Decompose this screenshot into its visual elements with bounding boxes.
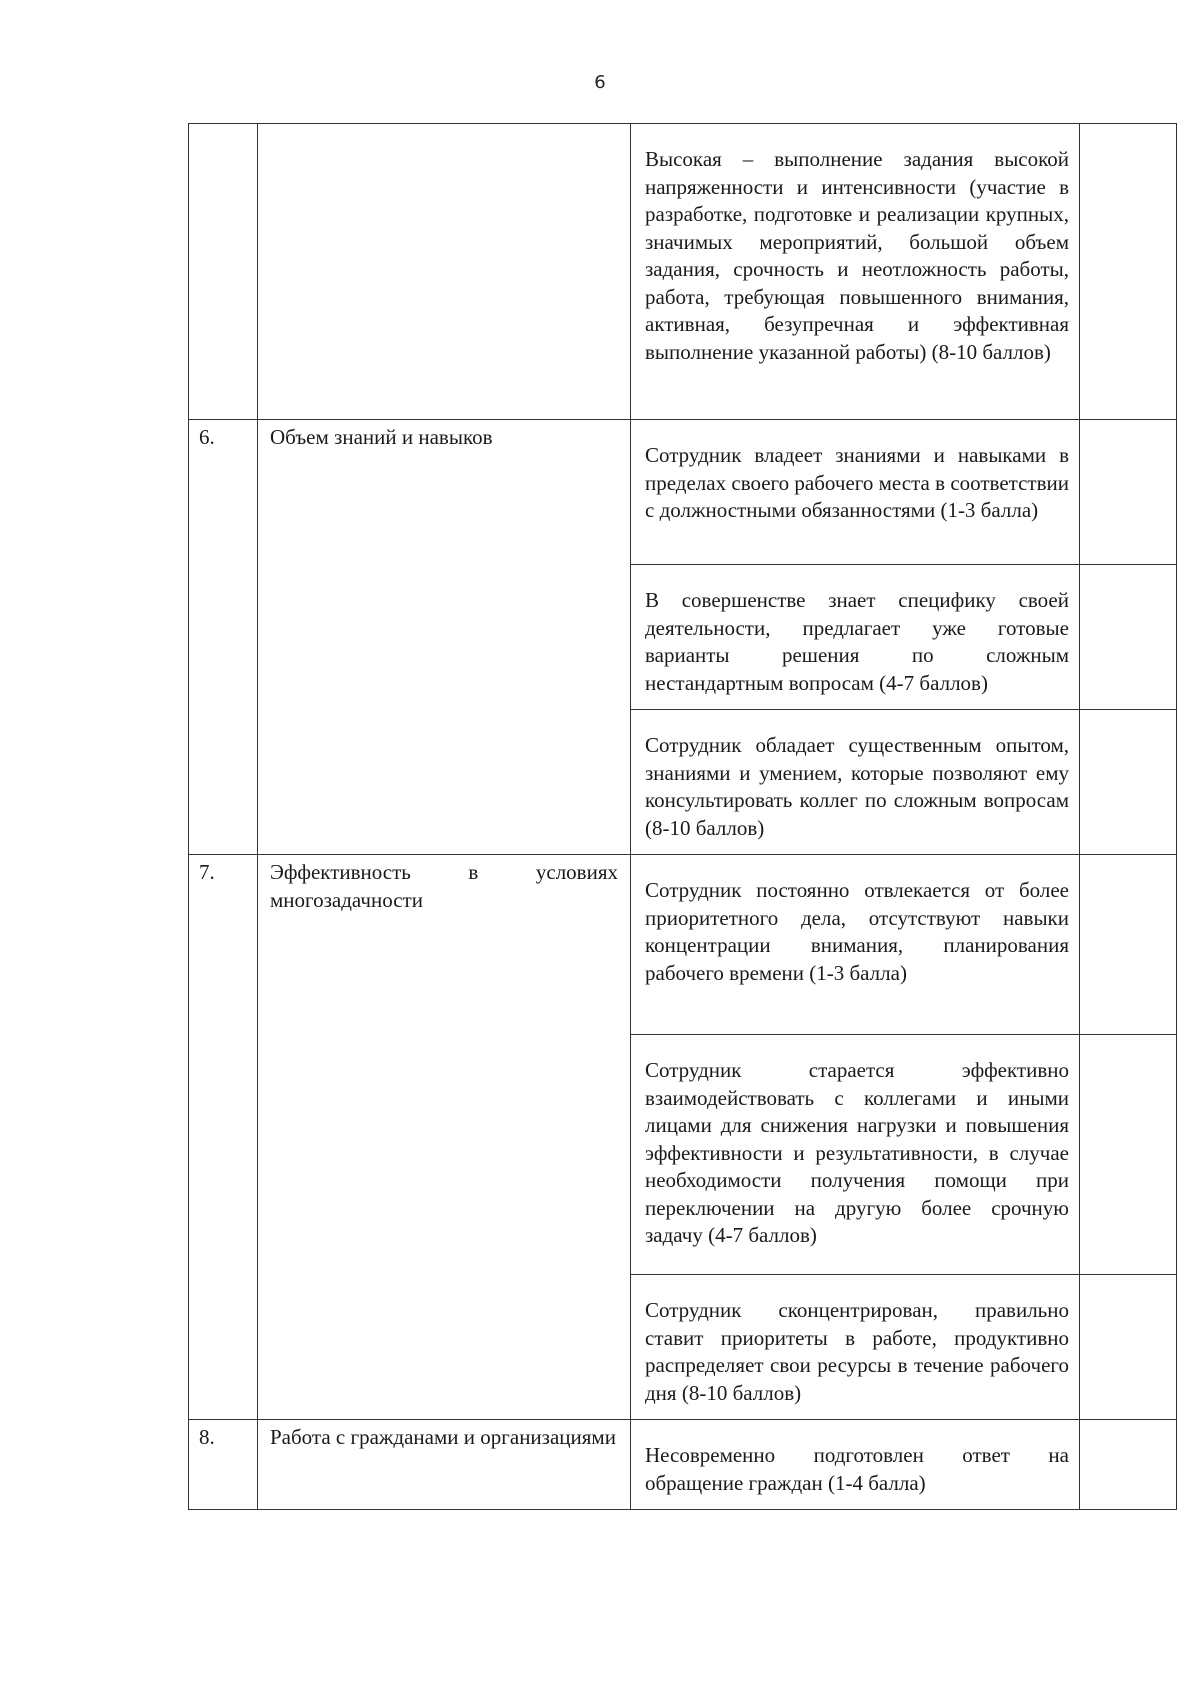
score-cell [1080, 124, 1177, 420]
criterion-level-description: Сотрудник старается эффективно взаимодействовать с коллегами и иными лицами для снижения нагрузки и повышения эффективности и результативности, в случае необходимости получения помощи при переключении на другую более срочную задачу (4-7 баллов) [631, 1035, 1080, 1275]
criterion-name: Объем знаний и навыков [258, 420, 631, 855]
table-row [189, 420, 1177, 565]
score-cell [1080, 855, 1177, 1035]
criterion-level-description: Сотрудник постоянно отвлекается от более приоритетного дела, отсутствуют навыки концентрации внимания, планирования рабочего времени (1-3 балла) [631, 855, 1080, 1035]
table-row [189, 855, 1177, 1035]
row-number: 7. [189, 855, 258, 1420]
criterion-level-description: В совершенстве знает специфику своей деятельности, предлагает уже готовые варианты решения по сложным нестандартным вопросам (4-7 баллов) [631, 565, 1080, 710]
criterion-level-description: Несовременно подготовлен ответ на обращение граждан (1-4 балла) [631, 1420, 1080, 1510]
criterion-level-description: Сотрудник обладает существенным опытом, знаниями и умением, которые позволяют ему консультировать коллег по сложным вопросам (8-10 баллов) [631, 710, 1080, 855]
score-cell [1080, 565, 1177, 710]
row-number: 8. [189, 1420, 258, 1510]
score-cell [1080, 710, 1177, 855]
row-number [189, 124, 258, 420]
criterion-level-description: Высокая – выполнение задания высокой напряженности и интенсивности (участие в разработке, подготовке и реализации крупных, значимых мероприятий, большой объем задания, срочность и неотложность работы, работа, требующая повышенного внимания, активная, безупречная и эффективная выполнение указанной работы) (8-10 баллов) [631, 124, 1080, 420]
page-number: 6 [594, 72, 606, 93]
criterion-name: Эффективность в условиях многозадачности [258, 855, 631, 1420]
criterion-level-description: Сотрудник владеет знаниями и навыками в пределах своего рабочего места в соответствии с должностными обязанностями (1-3 балла) [631, 420, 1080, 565]
row-number: 6. [189, 420, 258, 855]
score-cell [1080, 1275, 1177, 1420]
score-cell [1080, 420, 1177, 565]
criterion-level-description: Сотрудник сконцентрирован, правильно ставит приоритеты в работе, продуктивно распределяет свои ресурсы в течение рабочего дня (8-10 баллов) [631, 1275, 1080, 1420]
criterion-name: Работа с гражданами и организациями [258, 1420, 631, 1510]
table-row [189, 124, 1177, 420]
score-cell [1080, 1420, 1177, 1510]
table-row [189, 1420, 1177, 1510]
score-cell [1080, 1035, 1177, 1275]
evaluation-criteria-table [188, 123, 1177, 1510]
criterion-name [258, 124, 631, 420]
